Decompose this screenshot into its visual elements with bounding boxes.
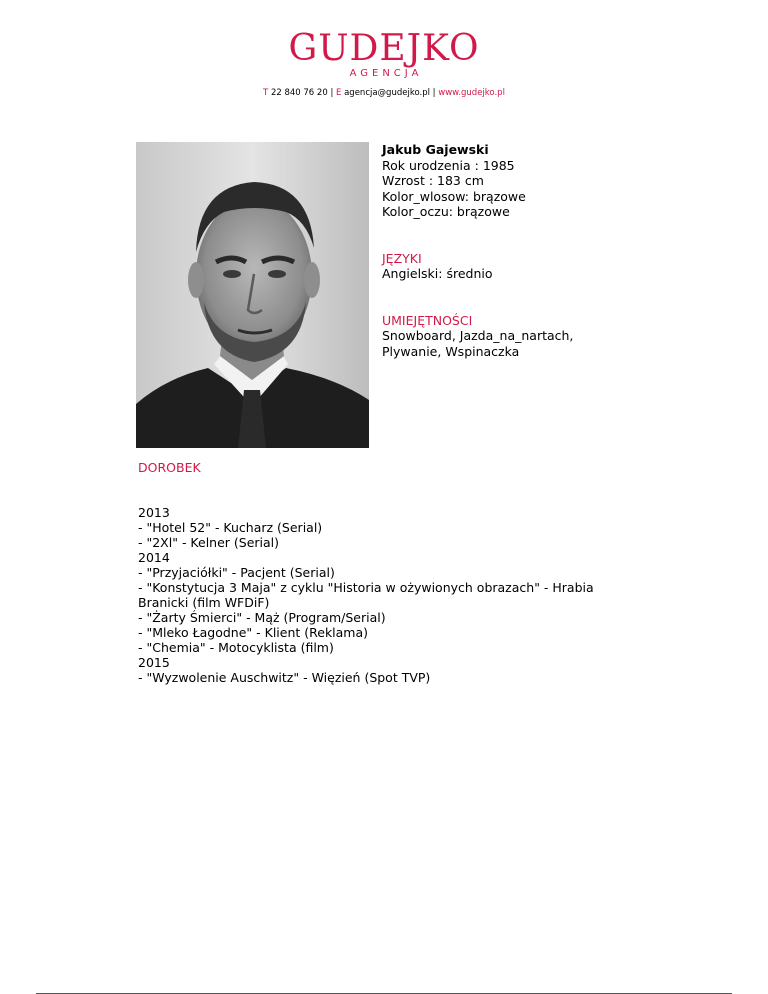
eye-color: Kolor_oczu: brązowe — [382, 204, 510, 219]
profile-info — [382, 142, 642, 359]
phone-number: 22 840 76 20 — [270, 88, 328, 98]
portfolio-entry-continued: Branicki (film WFDiF) — [138, 595, 270, 610]
skills-line: Plywanie, Wspinaczka — [382, 343, 520, 359]
agency-logo — [0, 30, 768, 80]
email-prefix: E — [336, 88, 342, 98]
languages-title: JĘZYKI — [382, 250, 422, 266]
height: Wzrost : 183 cm — [382, 173, 484, 188]
portfolio-year: 2014 — [138, 550, 170, 565]
portfolio-entry: - "2Xl" - Kelner (Serial) — [138, 535, 280, 550]
portfolio-entry: - "Hotel 52" - Kucharz (Serial) — [138, 520, 323, 535]
logo-subtitle: AGENCJA — [349, 68, 423, 79]
portfolio-title: DOROBEK — [138, 460, 201, 475]
separator: | — [432, 88, 436, 98]
email-link[interactable]: agencja@gudejko.pl — [344, 88, 430, 98]
skills-title: UMIEJĘTNOŚCI — [382, 312, 473, 328]
portfolio-list — [138, 505, 638, 685]
language-item: Angielski: średnio — [382, 266, 493, 281]
skills-line: Snowboard, Jazda_na_nartach, — [382, 328, 574, 343]
portfolio-entry: - "Chemia" - Motocyklista (film) — [138, 640, 334, 655]
portfolio-entry: - "Mleko Łagodne" - Klient (Reklama) — [138, 625, 369, 640]
contact-line — [0, 87, 768, 99]
website-link[interactable]: www.gudejko.pl — [438, 88, 505, 98]
portfolio-entry: - "Konstytucja 3 Maja" z cyklu "Historia w ożywionych obrazach" - Hrabia — [138, 580, 594, 595]
portfolio-entry: - "Żarty Śmierci" - Mąż (Program/Serial) — [138, 610, 386, 625]
logo-wordmark: GUDEJKO — [288, 28, 480, 69]
portrait-photo — [136, 142, 369, 448]
phone-prefix: T — [263, 88, 269, 98]
actor-name: Jakub Gajewski — [382, 142, 489, 157]
separator: | — [330, 88, 334, 98]
birth-year: Rok urodzenia : 1985 — [382, 157, 515, 173]
hair-color: Kolor_wlosow: brązowe — [382, 188, 526, 204]
portfolio-entry: - "Przyjaciółki" - Pacjent (Serial) — [138, 565, 335, 580]
portfolio-entry: - "Wyzwolenie Auschwitz" - Więzień (Spot TVP) — [138, 670, 431, 685]
portfolio-year: 2013 — [138, 505, 170, 520]
portfolio-year: 2015 — [138, 655, 170, 670]
